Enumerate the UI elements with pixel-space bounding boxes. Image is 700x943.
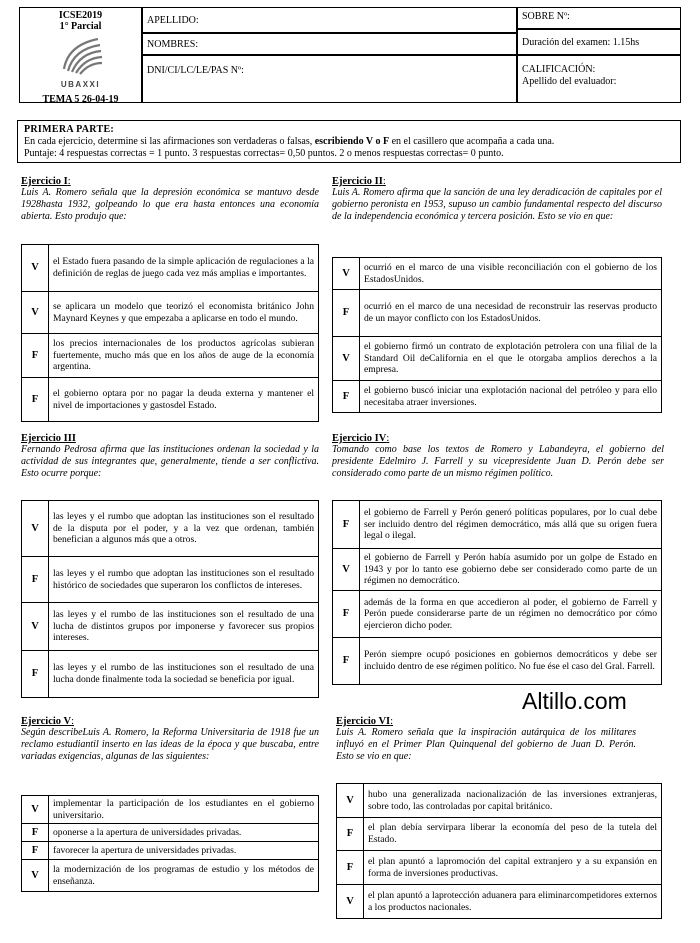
sobre-field[interactable] [517,7,681,29]
statement-cell: el gobierno firmó un contrato de explotación petrolera con una filial de la Standard Oil deCalifornia en el que le otorgaba amplios derechos a la empresa. [360,337,662,381]
exercise-title-text: Ejercicio V [21,716,72,727]
table-row [333,290,662,337]
statement-cell: ocurrió en el marco de una visible reconciliación con el gobierno de los EstadosUnidos. [360,258,662,290]
statement-cell: el plan apuntó a lapromoción del capital extranjero y a su expansión en forma de inversiones productivas. [364,851,662,885]
answer-cell[interactable]: V [333,549,360,591]
exercise-4-table [332,500,662,685]
exercise-title-text: Ejercicio IV [332,433,387,444]
exam-name: 1° Parcial [59,21,102,32]
answer-cell[interactable]: V [337,784,364,818]
dni-label: DNI/CI/LC/LE/PAS Nº: [147,65,244,76]
answer-cell[interactable]: V [22,245,49,292]
answer-cell[interactable]: F [333,501,360,549]
statement-cell: el Estado fuera pasando de la simple aplicación de regulaciones a la definición de reglas de juego cada vez más amplias e importantes. [49,245,319,292]
statement-cell: implementar la participación de los estudiantes en el gobierno universitario. [49,796,319,824]
answer-cell[interactable]: V [333,258,360,290]
exercise-intro: Fernando Pedrosa afirma que las instituciones ordenan la sociedad y la actividad de sus integrantes que, generalmente, tiende a ser conflictiva. Esto ocurre porque: [21,444,319,479]
table-row [22,603,319,651]
statement-cell: las leyes y el rumbo de las instituciones son el resultado de una lucha de distintos grupos por imponerse y favorecer sus propios intereses. [49,603,319,651]
statement-cell: el gobierno buscó iniciar una explotación nacional del petróleo y para ello necesitaba atraer inversiones. [360,381,662,413]
instructions-line-1 [24,136,674,148]
duracion-text: Duración del examen: 1.15hs [522,37,640,48]
table-row [22,292,319,334]
table-row [22,651,319,698]
answer-cell[interactable]: F [337,818,364,851]
exercise-3-table [21,500,319,698]
statement-cell: hubo una generalizada nacionalización de las inversiones extranjeras, sobre todo, las controladas por capital británico. [364,784,662,818]
evaluador-label: Apellido del evaluador: [522,76,617,87]
table-row [333,381,662,413]
answer-cell[interactable]: V [22,501,49,557]
answer-cell[interactable]: V [333,337,360,381]
statement-cell: las leyes y el rumbo de las instituciones son el resultado de una lucha donde finalmente toda la sociedad se beneficia por igual. [49,651,319,698]
table-row [337,818,662,851]
answer-cell[interactable]: F [22,842,49,860]
instructions-text: En cada ejercicio, determine si las afirmaciones son verdaderas o falsas, [24,136,315,147]
exercise-title: Ejercicio VI: [336,716,394,727]
answer-cell[interactable]: F [333,290,360,337]
exercise-5 [21,716,319,763]
nombres-label: NOMBRES: [147,39,199,50]
statement-cell: el gobierno de Farrell y Perón generó políticas populares, por lo cual debe ser incluido dentro del régimen democrático, más allá que su origen fuera legal o ilegal. [360,501,662,549]
statement-cell: las leyes y el rumbo que adoptan las instituciones son el resultado histórico de sociedades que superaron los conflictos de intereses. [49,557,319,603]
table-row [337,851,662,885]
exercise-title-text: Ejercicio VI [336,716,391,727]
answer-cell[interactable]: V [22,796,49,824]
exercise-2 [332,176,662,223]
statement-cell: el plan apuntó a laprotección aduanera para eliminarcompetidores externos a los productos nacionales. [364,885,662,919]
table-row [22,860,319,892]
sobre-label: SOBRE Nº: [522,11,570,22]
uba-logo-icon [58,35,104,75]
statement-cell: ocurrió en el marco de una necesidad de reconstruir las reservas producto de un mayor conflicto con los EstadosUnidos. [360,290,662,337]
answer-cell[interactable]: F [22,334,49,378]
table-row [333,337,662,381]
answer-cell[interactable]: F [22,824,49,842]
exercise-intro: Según describeLuis A. Romero, la Reforma Universitaria de 1918 fue un reclamo estudiantil inserto en las ideas de la época y que buscaba, entre variadas exigencias, algunas de las siguientes: [21,727,319,762]
answer-cell[interactable]: F [337,851,364,885]
table-row [22,557,319,603]
table-row [22,378,319,422]
section-title: PRIMERA PARTE: [24,124,115,135]
statement-cell: los precios internacionales de los productos agrícolas subieran fuertemente, mucho más que en los años de auge de la economía argentina. [49,334,319,378]
table-row [333,638,662,685]
instructions-box [17,120,681,163]
exercise-4 [332,433,664,480]
tema-label: TEMA 5 26-04-19 [42,94,119,105]
statement-cell: la modernización de los programas de estudio y los métodos de enseñanza. [49,860,319,892]
exercise-title: Ejercicio V: [21,716,74,727]
exercise-title-text: Ejercicio II [332,176,383,187]
answer-cell[interactable]: F [22,651,49,698]
table-row [333,549,662,591]
statement-cell: Perón siempre ocupó posiciones en gobiernos democráticos y debe ser incluido dentro de ese régimen político. No fue ése el caso del Gral. Farrell. [360,638,662,685]
exercise-title: Ejercicio I: [21,176,71,187]
exercise-title: Ejercicio IV: [332,433,390,444]
table-row [337,784,662,818]
statement-cell: el plan debía servirpara liberar la economía del peso de la tutela del Estado. [364,818,662,851]
answer-cell[interactable]: F [333,638,360,685]
dni-field[interactable] [142,55,517,103]
answer-cell[interactable]: F [333,591,360,638]
instructions-line-2: Puntaje: 4 respuestas correctas = 1 punto. 3 respuestas correctas= 0,50 puntos. 2 o menos respuestas correctas= 0 punto. [24,148,504,159]
answer-cell[interactable]: F [22,378,49,422]
table-row [22,245,319,292]
statement-cell: las leyes y el rumbo que adoptan las instituciones son el resultado de la disputa por el poder, y a la vez que ordenan, también benefician a algunos más que a otros. [49,501,319,557]
nombres-field[interactable] [142,33,517,55]
exercise-intro: Luis A. Romero señala que la inspiración autárquica de los militares influyó en el Primer Plan Quinquenal del gobierno de Juan D. Perón. Esto se vio en que: [336,727,636,762]
exercise-1 [21,176,319,223]
exercise-3 [21,433,319,480]
table-row [22,842,319,860]
statement-cell: se aplicara un modelo que teorizó el economista británico John Maynard Keynes y que empezaba a aplicarse en todo el mundo. [49,292,319,334]
statement-cell: el gobierno optara por no pagar la deuda externa y mantener el nivel de importaciones y gastosdel Estado. [49,378,319,422]
answer-cell[interactable]: V [22,292,49,334]
instructions-emphasis: escribiendo V o F [314,136,390,147]
table-row [333,501,662,549]
course-code: ICSE2019 [58,10,103,21]
answer-cell[interactable]: V [22,603,49,651]
exercise-5-table [21,795,319,892]
exam-id-box [19,7,142,103]
table-row [22,824,319,842]
exercise-title-text: Ejercicio III [21,433,76,444]
apellido-field[interactable] [142,7,517,33]
altillo-watermark: Altillo.com [522,688,627,714]
statement-cell: oponerse a la apertura de universidades privadas. [49,824,319,842]
statement-cell: además de la forma en que accedieron al poder, el gobierno de Farrell y Perón puede considerarse parte de un régimen no democrático por cómo ejercieron dicho poder. [360,591,662,638]
apellido-label: APELLIDO: [147,15,199,26]
answer-cell[interactable]: F [22,557,49,603]
exercise-intro: Luis A. Romero señala que la depresión económica se mantuvo desde 1928hasta 1932, golpeando lo que era hasta entonces una economía abierta. Esto produjo que: [21,187,319,222]
table-row [22,334,319,378]
exercise-title-text: Ejercicio I [21,176,68,187]
logo-text: UBAXXI [60,80,101,89]
exercise-6-table [336,783,662,919]
statement-cell: el gobierno de Farrell y Perón había asumido por un golpe de Estado en 1943 y por lo tanto ese gobierno debe ser considerado como parte de un régimen no democrático. [360,549,662,591]
exercise-1-table [21,244,319,422]
table-row [333,258,662,290]
exercise-6 [336,716,636,763]
table-row [22,501,319,557]
exercise-title: Ejercicio II: [332,176,386,187]
table-row [337,885,662,919]
calificacion-label: CALIFICACIÓN: [522,64,596,75]
exercise-title [21,433,319,444]
statement-cell: favorecer la apertura de universidades privadas. [49,842,319,860]
table-row [333,591,662,638]
calificacion-field[interactable] [517,55,681,103]
exercise-2-table [332,257,662,413]
duracion-box [517,29,681,55]
exercise-intro: Tomando como base los textos de Romero y Labandeyra, el gobierno del presidente Edelmiro J. Farrell y su vicepresidente Juan D. Perón debe ser considerado como parte de un mismo régimen político. [332,444,664,479]
exercise-intro: Luis A. Romero afirma que la sanción de una ley deradicación de capitales por el gobierno peronista en 1953, supuso un cambio fundamental respecto del discurso de la independencia económica y tercera posición. Esto se vio en que: [332,187,662,222]
answer-cell[interactable]: V [22,860,49,892]
instructions-text: en el casillero que acompaña a cada una. [389,136,555,147]
answer-cell[interactable]: F [333,381,360,413]
table-row [22,796,319,824]
answer-cell[interactable]: V [337,885,364,919]
